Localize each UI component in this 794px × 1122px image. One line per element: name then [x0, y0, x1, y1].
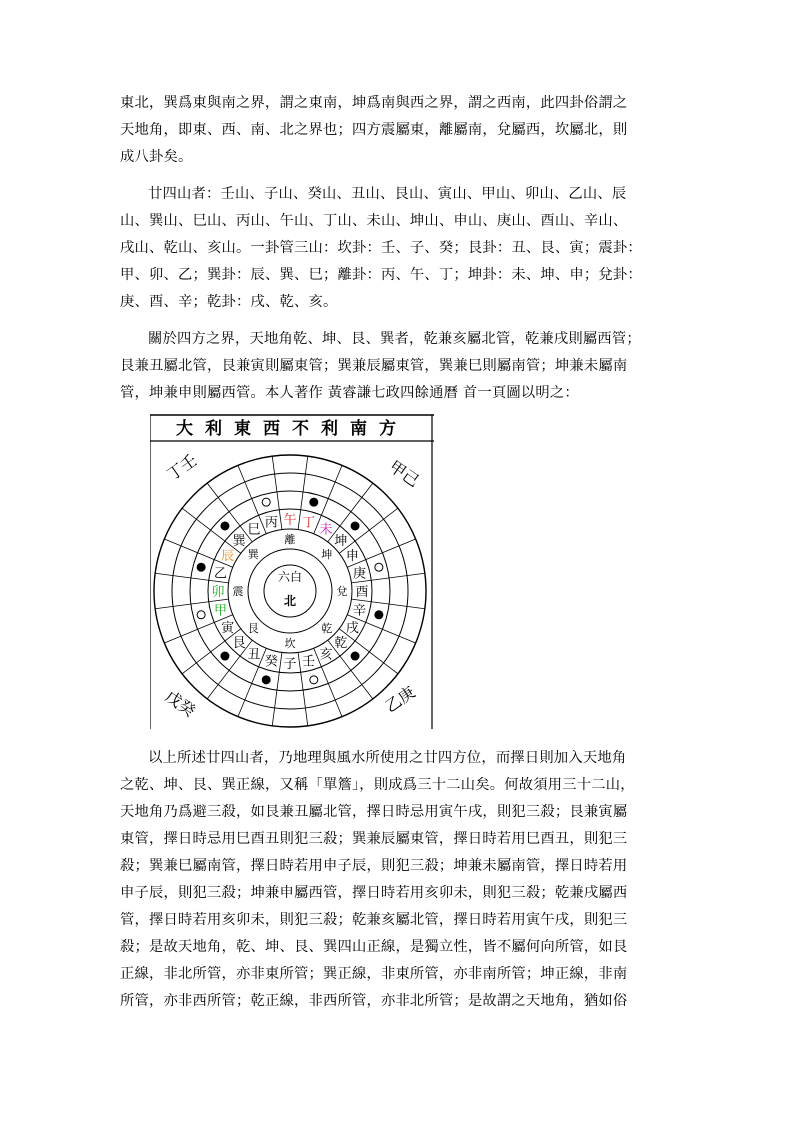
trigram-label: 乾 — [321, 621, 333, 635]
mountain-label: 丙 — [264, 515, 278, 531]
marker-dot — [262, 498, 270, 506]
mountain-label: 丁 — [302, 515, 316, 531]
text-line: 之乾、坤、艮、巽正線，又稱「單簷」，則成爲三十二山矣。何故須用三十二山， — [120, 777, 635, 793]
mountain-label: 午 — [283, 513, 297, 528]
text-line: 東管，擇日時忌用巳酉丑則犯三殺；巽兼辰屬東管，擇日時若用巳酉丑，則犯三 — [120, 831, 628, 847]
mountain-label: 未 — [319, 522, 333, 538]
mountain-label: 乾 — [334, 635, 348, 651]
mountain-label: 子 — [283, 657, 297, 672]
text-line: 庚、酉、辛；乾卦：戌、乾、亥。 — [120, 294, 338, 310]
compass-svg — [150, 413, 434, 729]
text-line: 關於四方之界，天地角乾、坤、艮、巽者，乾兼亥屬北管，乾兼戌則屬西管； — [148, 331, 641, 347]
marker-dot — [310, 676, 318, 684]
text-line: 殺；是故天地角，乾、坤、艮、巽四山正線，是獨立性，皆不屬何向所管，如艮 — [120, 939, 628, 955]
text-line: 所管，亦非西所管；乾正線，非西所管，亦非北所管；是故謂之天地角，猶如俗 — [120, 993, 628, 1009]
compass-center — [278, 570, 302, 608]
trigram-label: 坎 — [284, 637, 296, 650]
marker-dot — [262, 676, 270, 684]
mountain-label: 亥 — [319, 647, 333, 663]
text-line: 管，坤兼申則屬西管。本人著作 黃睿謙七政四餘通曆 首一頁圖以明之： — [120, 385, 579, 401]
corner-label-bottom-left: 戊癸 — [161, 686, 199, 721]
corner-label-top-left: 丁壬 — [163, 450, 201, 485]
trigram-label: 離 — [284, 533, 296, 546]
mountain-label: 巳 — [247, 522, 261, 538]
compass-diagram — [150, 413, 434, 729]
paragraph-2 — [120, 181, 680, 316]
mountain-label: 甲 — [213, 603, 227, 619]
mountain-label: 癸 — [264, 654, 278, 670]
text-line: 廿四山者：壬山、子山、癸山、丑山、艮山、寅山、甲山、卯山、乙山、辰 — [148, 186, 627, 202]
text-line: 殺；巽兼巳屬南管，擇日時若用申子辰，則犯三殺；坤兼未屬南管，擇日時若用 — [120, 858, 628, 874]
marker-dot — [197, 611, 205, 619]
text-line: 東北，巽爲東與南之界，謂之東南，坤爲南與西之界，謂之西南，此四卦俗謂之 — [120, 95, 628, 111]
trigram-label: 巽 — [247, 548, 259, 562]
paragraph-3 — [120, 326, 680, 407]
mountain-label: 寅 — [221, 621, 235, 636]
marker-dot — [375, 563, 383, 571]
trigram-labels — [233, 532, 348, 650]
text-line: 甲、卯、乙；巽卦：辰、巽、巳；離卦：丙、午、丁；坤卦：未、坤、申；兌卦： — [120, 267, 642, 283]
mountain-label: 酉 — [355, 585, 369, 600]
mountain-label: 艮 — [232, 635, 246, 651]
marker-dot — [351, 652, 359, 660]
text-line: 天地角，即東、西、南、北之界也；四方震屬東，離屬南，兌屬西，坎屬北，則 — [120, 122, 628, 138]
marker-dot — [375, 611, 383, 619]
text-line: 成八卦矣。 — [120, 149, 193, 165]
center-label-top: 六白 — [277, 570, 303, 584]
mountain-label: 辛 — [353, 603, 367, 619]
paragraph-1 — [120, 90, 680, 171]
marker-dot — [221, 652, 229, 660]
trigram-label: 坤 — [321, 548, 333, 562]
text-line: 艮兼丑屬北管，艮兼寅則屬東管；巽兼辰屬東管，巽兼巳則屬南管；坤兼未屬南 — [120, 358, 628, 374]
ring — [154, 455, 426, 727]
compass-rings — [154, 455, 426, 727]
mountain-label: 巽 — [232, 534, 246, 550]
marker-dot — [351, 522, 359, 530]
banner-text: 大利東西不利南方 — [176, 419, 408, 439]
corner-label-bottom-right: 乙庚 — [381, 682, 419, 717]
text-line: 山、巽山、巳山、丙山、午山、丁山、未山、坤山、申山、庚山、酉山、辛山、 — [120, 213, 628, 229]
mountain-label: 申 — [345, 549, 359, 564]
marker-dot — [221, 522, 229, 530]
text-line: 正線，非北所管，亦非東所管；巽正線，非東所管，亦非南所管；坤正線，非南 — [120, 966, 628, 982]
text-line: 戌山、乾山、亥山。一卦管三山：坎卦：壬、子、癸；艮卦：丑、艮、寅；震卦： — [120, 240, 642, 256]
mountain-label: 庚 — [353, 566, 367, 582]
marker-dot — [310, 498, 318, 506]
mountain-label: 乙 — [213, 566, 227, 582]
mountain-label: 坤 — [334, 534, 348, 550]
text-line: 申子辰，則犯三殺；坤兼申屬西管，擇日時若用亥卯未，則犯三殺；乾兼戌屬西 — [120, 885, 628, 901]
text-line: 天地角乃爲避三殺，如艮兼丑屬北管，擇日時忌用寅午戌，則犯三殺；艮兼寅屬 — [120, 804, 628, 820]
center-label-bottom: 北 — [283, 594, 297, 608]
trigram-label: 震 — [232, 585, 244, 598]
corner-label-top-right: 甲己 — [385, 456, 423, 491]
mountain-label: 戌 — [345, 621, 359, 636]
text-line: 以上所述廿四山者，乃地理與風水所使用之廿四方位，而擇日則加入天地角 — [148, 750, 627, 766]
trigram-label: 兌 — [336, 585, 348, 598]
mountain-label: 卯 — [211, 585, 225, 600]
ring — [172, 473, 408, 709]
mountain-label: 辰 — [221, 549, 235, 564]
paragraph-4 — [120, 745, 680, 1015]
ring — [228, 529, 352, 653]
trigram-label: 艮 — [247, 621, 259, 635]
text-line: 管，擇日時若用亥卯未，則犯三殺；乾兼亥屬北管，擇日時若用寅午戌，則犯三 — [120, 912, 628, 928]
ring — [248, 549, 332, 633]
mountain-label: 丑 — [247, 647, 261, 663]
mountain-label: 壬 — [302, 654, 316, 670]
marker-dot — [197, 563, 205, 571]
